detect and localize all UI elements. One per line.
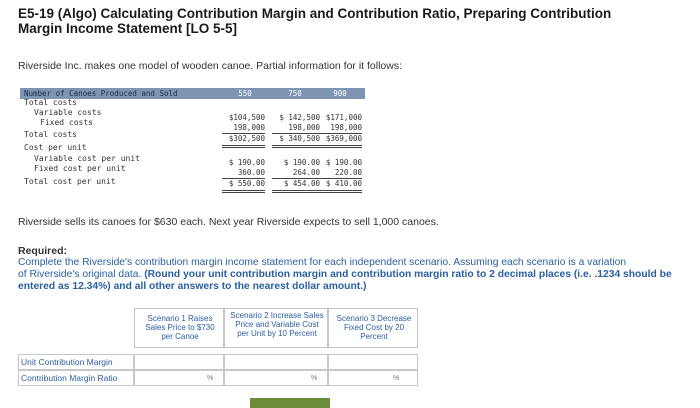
row-label-unit-cm: Unit Contribution Margin: [21, 357, 113, 367]
variable-costs-label: Variable costs: [34, 108, 102, 117]
input-s1-unit-cm[interactable]: [134, 354, 224, 370]
row-unit-cm: [18, 354, 134, 370]
input-s2-unit-cm[interactable]: [224, 354, 328, 370]
percent-sign: %: [311, 375, 318, 382]
statement-tab-button[interactable]: [250, 398, 330, 408]
exercise-title: E5-19 (Algo) Calculating Contribution Margin and Contribution Ratio, Preparing Contribution Margin Income Statement [LO 5-5]: [18, 6, 612, 36]
double-underline: [320, 190, 362, 193]
fixed-unit-750: 264.00: [292, 168, 320, 177]
double-underline: [272, 145, 320, 148]
scenario-3-header: [328, 308, 418, 348]
double-underline: [222, 190, 265, 193]
var-per-unit-label: Variable cost per unit: [34, 154, 140, 163]
fixed-unit-550: 360.00: [237, 168, 265, 177]
corner-cell: [18, 308, 134, 348]
var-cost-550: $104,500: [228, 113, 265, 122]
double-underline: [272, 190, 320, 193]
total-per-unit-label: Total cost per unit: [24, 177, 116, 186]
fixed-unit-900: 220.00: [334, 168, 362, 177]
total-unit-750: $ 454.00: [283, 179, 320, 188]
percent-sign: %: [393, 375, 400, 382]
row-label-cm-ratio: Contribution Margin Ratio: [21, 373, 118, 383]
scenario-1-label: Scenario 1 Raises Sales Price to $730 per Canoe: [145, 314, 215, 341]
var-unit-900: $ 190.00: [325, 158, 362, 167]
fixed-per-unit-label: Fixed cost per unit: [34, 164, 126, 173]
total-cost-900: $369,000: [325, 134, 362, 143]
fixed-cost-900: 198,000: [330, 123, 362, 132]
total-unit-550: $ 550.00: [228, 179, 265, 188]
input-s1-cm-ratio[interactable]: [134, 370, 224, 386]
instructions-line-1: Complete the Riverside's contribution margin income statement for each independent scenario. Assuming each scenario is a variation: [18, 257, 627, 268]
percent-sign: %: [207, 375, 214, 382]
total-cost-750: $ 340,500: [279, 134, 320, 143]
scenario-3-label: Scenario 3 Decrease Fixed Cost by 20 Percent: [336, 314, 412, 341]
instructions-line-2: of Riverside's original data.: [18, 269, 142, 280]
input-s3-cm-ratio[interactable]: [328, 370, 418, 386]
scenario-1-header: [134, 308, 224, 348]
fixed-cost-750: 198,000: [288, 123, 320, 132]
instructions-rounding-note: (Round your unit contribution margin and contribution margin ratio to 2 decimal places (i.e. .1234 should be entered as 12.34%) and all other answers to the nearest dollar amount.): [18, 269, 672, 292]
double-underline: [222, 145, 265, 148]
var-unit-750: $ 190.00: [283, 158, 320, 167]
input-s3-unit-cm[interactable]: [328, 354, 418, 370]
fixed-costs-label: Fixed costs: [40, 118, 93, 127]
total-costs-label: Total costs: [24, 130, 77, 139]
sales-info-text: Riverside sells its canoes for $630 each. Next year Riverside expects to sell 1,000 canoes.: [18, 216, 439, 228]
col-750: 750: [288, 89, 302, 98]
cost-per-unit-heading: Cost per unit: [24, 143, 87, 152]
total-unit-900: $ 410.00: [325, 179, 362, 188]
var-cost-900: $171,000: [325, 113, 362, 122]
var-cost-750: $ 142,500: [279, 113, 320, 122]
col-900: 900: [333, 89, 347, 98]
var-unit-550: $ 190.00: [228, 158, 265, 167]
row-cm-ratio: [18, 370, 134, 386]
intro-text: Riverside Inc. makes one model of wooden canoe. Partial information for it follows:: [18, 60, 403, 72]
fixed-cost-550: 198,000: [233, 123, 265, 132]
header-label: Number of Canoes Produced and Sold: [24, 89, 178, 98]
instructions: [18, 257, 678, 293]
scenario-2-label: Scenario 2 Increase Sales Price and Variable Cost per Unit by 10 Percent: [230, 311, 324, 338]
input-s2-cm-ratio[interactable]: [224, 370, 328, 386]
total-cost-550: $302,500: [228, 134, 265, 143]
double-underline: [320, 145, 362, 148]
scenario-2-header: [224, 308, 328, 348]
required-heading: Required:: [18, 245, 68, 257]
col-550: 550: [238, 89, 252, 98]
total-costs-heading: Total costs: [24, 98, 77, 107]
